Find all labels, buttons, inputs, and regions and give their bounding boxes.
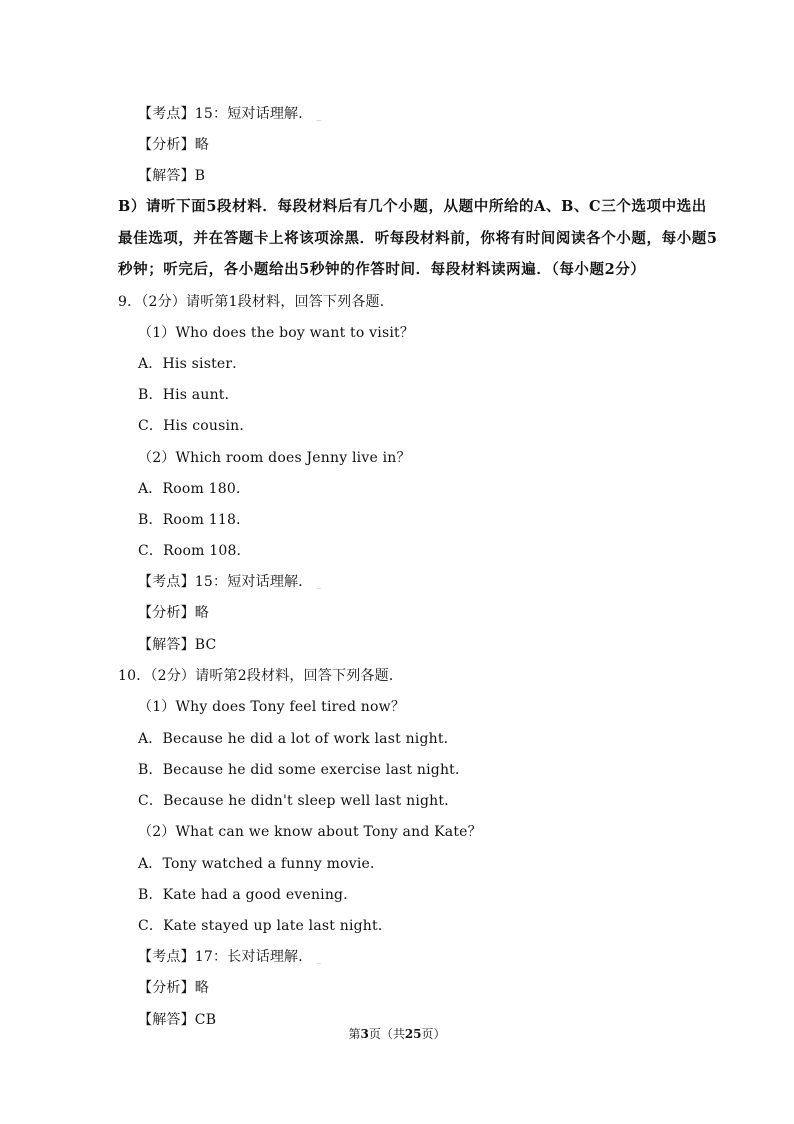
q9-sub1-question: （1）Who does the boy want to visit？: [138, 325, 415, 341]
q10-sub1-option-a: A．Because he did a lot of work last night．: [138, 731, 458, 747]
q9-sub1-option-a: A．His sister．: [138, 356, 247, 372]
q9-kaodian-text: 【考点】15：短对话理解．: [138, 574, 313, 590]
q8-kaodian-text: 【考点】15：短对话理解．: [138, 106, 313, 122]
q9-kaodian: [138, 572, 321, 594]
q9-sub1-option-c: C．His cousin．: [138, 418, 254, 434]
footer-suffix: 页）: [421, 1027, 446, 1041]
q10-sub2-question: （2）What can we know about Tony and Kate？: [138, 824, 482, 840]
section-b-instruction-line-2: 最佳选项，并在答题卡上将该项涂黑．听每段材料前，你将有时间阅读各个小题，每小题5: [118, 230, 718, 247]
footer-page-number: 3: [360, 1027, 369, 1041]
page-footer: [0, 1026, 794, 1042]
q8-kaodian: [138, 104, 321, 126]
q10-jieda: 【解答】CB: [138, 1012, 217, 1028]
q9-sub2-option-b: B．Room 118．: [138, 512, 251, 528]
footer-total-pages: 25: [404, 1027, 422, 1041]
q10-sub1-option-b: B．Because he did some exercise last night．: [138, 762, 470, 778]
footer-prefix: 第: [348, 1027, 361, 1041]
q9-sub2-option-a: A．Room 180．: [138, 481, 251, 497]
section-b-instruction-line-3: 秒钟；听完后，各小题给出5秒钟的作答时间．每段材料读两遍．（每小题2分）: [118, 261, 646, 278]
footer-mid: 页（共: [368, 1027, 405, 1041]
q10-fenxi: 【分析】略: [138, 980, 209, 996]
q10-kaodian-text: 【考点】17：长对话理解．: [138, 949, 313, 965]
q10-sub1-option-c: C．Because he didn't sleep well last night．: [138, 793, 459, 809]
q10-sub2-option-a: A．Tony watched a funny movie．: [138, 856, 385, 872]
trailing-mark: _: [316, 111, 322, 121]
q8-jieda: 【解答】B: [138, 168, 206, 184]
q10-sub2-option-c: C．Kate stayed up late last night．: [138, 918, 393, 934]
q8-fenxi: 【分析】略: [138, 137, 209, 153]
q9-sub2-question: （2）Which room does Jenny live in？: [138, 450, 411, 466]
q10-sub2-option-b: B．Kate had a good evening．: [138, 887, 358, 903]
q9-sub1-option-b: B．His aunt．: [138, 387, 239, 403]
q10-stem: 10．（2分）请听第2段材料，回答下列各题．: [118, 668, 404, 684]
q9-jieda: 【解答】BC: [138, 637, 217, 653]
q9-sub2-option-c: C．Room 108．: [138, 543, 251, 559]
q10-kaodian: [138, 947, 321, 969]
q9-stem: 9．（2分）请听第1段材料，回答下列各题．: [118, 294, 394, 310]
q10-sub1-question: （1）Why does Tony feel tired now？: [138, 699, 406, 715]
section-b-instruction-line-1: B）请听下面5段材料．每段材料后有几个小题，从题中所给的A、B、C三个选项中选出: [118, 198, 707, 215]
trailing-mark: _: [316, 954, 322, 964]
q9-fenxi: 【分析】略: [138, 605, 209, 621]
trailing-mark: _: [316, 579, 322, 589]
